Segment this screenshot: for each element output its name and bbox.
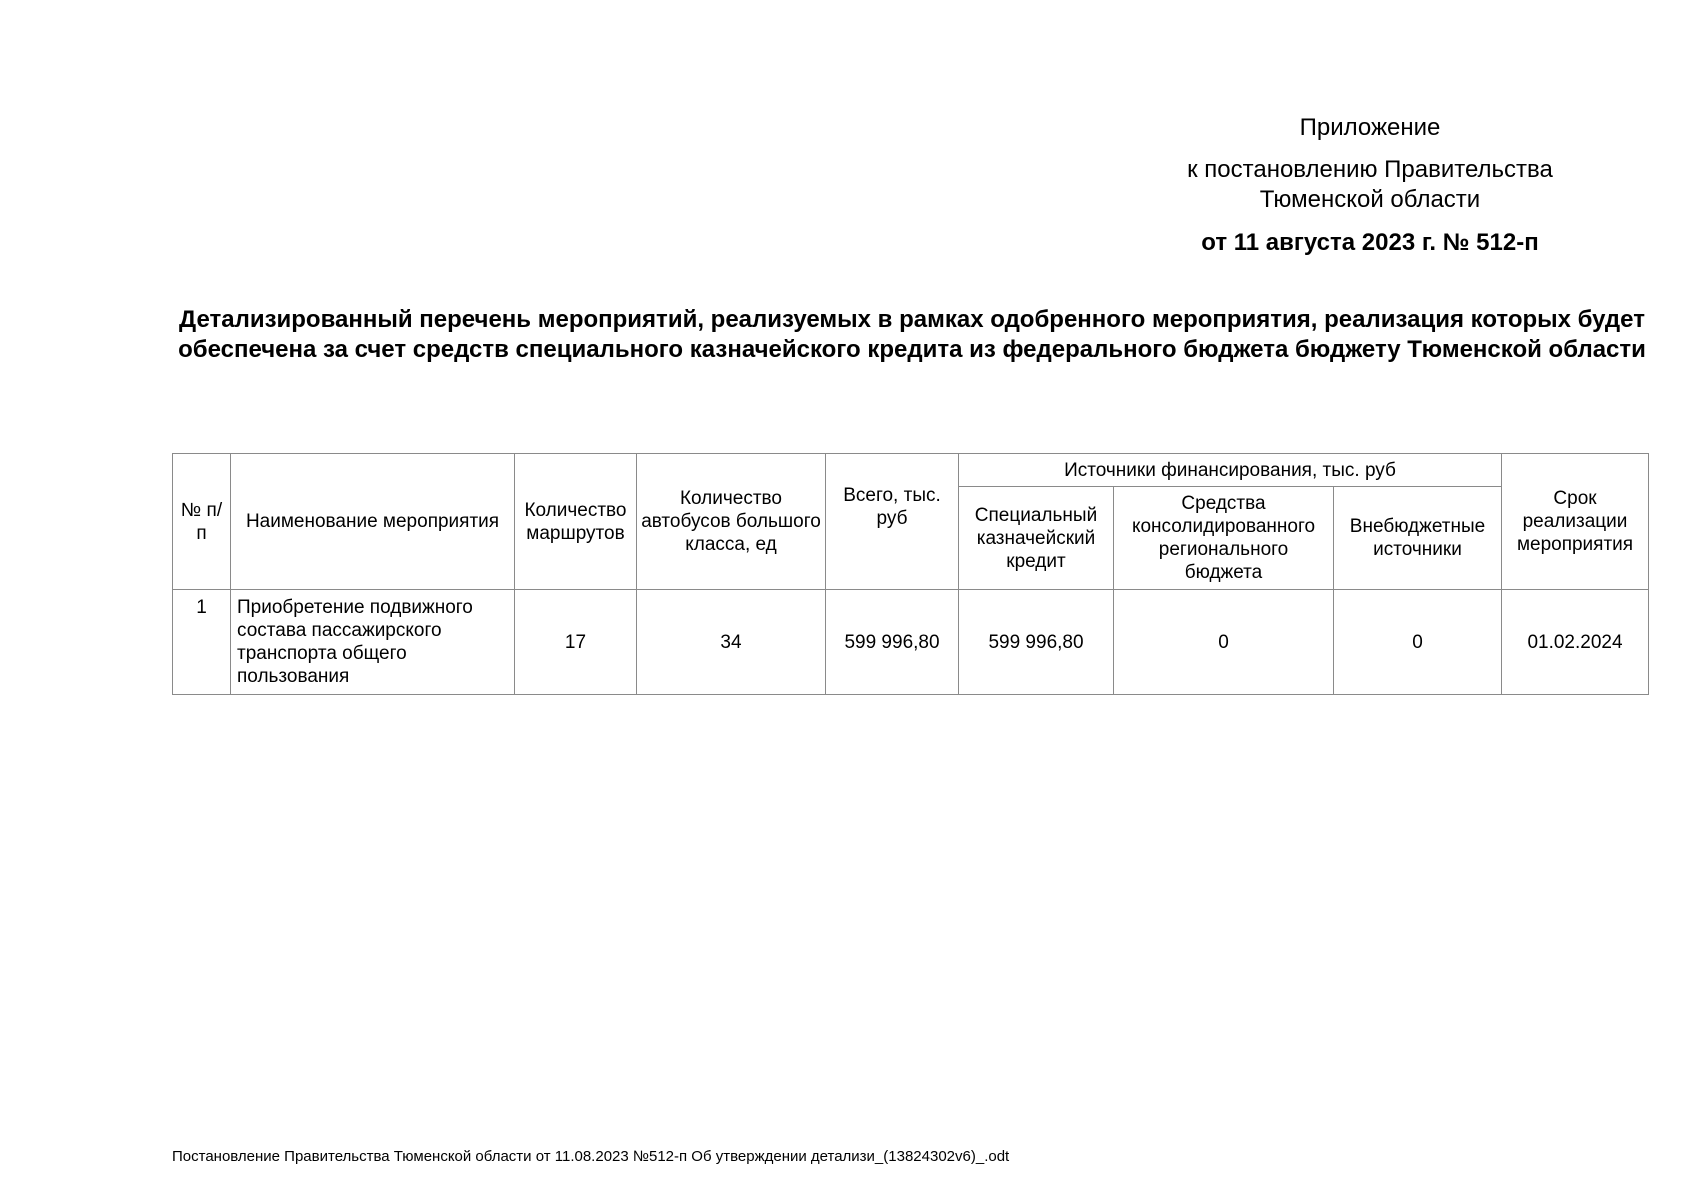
appendix-label: Приложение (1299, 114, 1441, 141)
cell-num: 1 (173, 590, 231, 695)
activities-table (172, 453, 1649, 695)
header-total: Всего, тыс. руб (826, 454, 959, 590)
appendix-reference: к постановлению Правительства (1187, 156, 1553, 183)
cell-regional-budget: 0 (1114, 590, 1334, 695)
appendix-block (1150, 112, 1590, 259)
cell-extra-budget: 0 (1334, 590, 1502, 695)
table-row (173, 590, 1649, 695)
table-header-row (173, 454, 1649, 487)
header-num: № п/п (173, 454, 231, 590)
appendix-region: Тюменской области (1259, 186, 1481, 213)
footer-filename: Постановление Правительства Тюменской области от 11.08.2023 №512-п Об утверждении детализи_(13824302v6)_.odt (172, 1148, 1010, 1165)
cell-total: 599 996,80 (826, 590, 959, 695)
document-title: Детализированный перечень мероприятий, реализуемых в рамках одобренного мероприятия, реализация которых будет обеспечена за счет средств специального казначейского кредита из федерального бюджета бюджету Тюменской области (178, 306, 1646, 363)
cell-special-credit: 599 996,80 (959, 590, 1114, 695)
header-name: Наименование мероприятия (231, 454, 515, 590)
appendix-date-number: от 11 августа 2023 г. № 512-п (1201, 229, 1539, 256)
header-deadline: Срок реализации мероприятия (1502, 454, 1649, 590)
cell-deadline: 01.02.2024 (1502, 590, 1649, 695)
header-buses: Количество автобусов большого класса, ед (637, 454, 826, 590)
header-routes: Количество маршрутов (515, 454, 637, 590)
header-funding-sources: Источники финансирования, тыс. руб (959, 454, 1502, 487)
header-regional-budget: Средства консолидированного регионального бюджета (1114, 487, 1334, 590)
cell-name: Приобретение подвижного состава пассажирского транспорта общего пользования (231, 590, 515, 695)
cell-buses: 34 (637, 590, 826, 695)
header-special-credit: Специальный казначейский кредит (959, 487, 1114, 590)
header-extra-budget: Внебюджетные источники (1334, 487, 1502, 590)
cell-routes: 17 (515, 590, 637, 695)
